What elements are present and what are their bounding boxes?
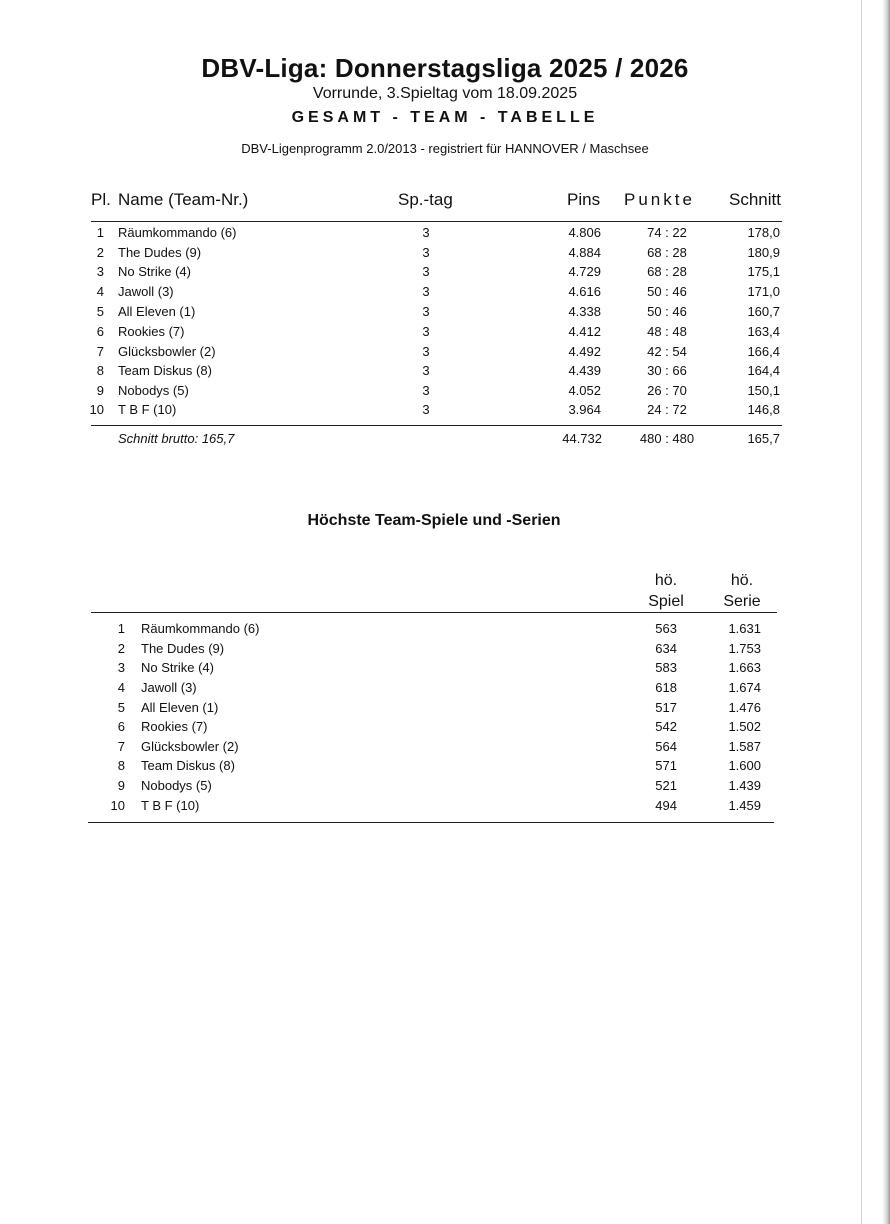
cell-punkte: 74 : 22 [647, 225, 687, 240]
cell-name: No Strike (4) [118, 264, 191, 279]
cell-punkte: 24 : 72 [647, 402, 687, 417]
cell-name: Rookies (7) [118, 324, 185, 339]
cell-schnitt: 171,0 [747, 284, 780, 299]
summary-schnitt: 165,7 [747, 431, 780, 446]
cell-serie: 1.459 [728, 798, 761, 813]
cell-pins: 4.439 [568, 363, 601, 378]
table-row [0, 363, 890, 383]
cell-pl: 5 [117, 700, 125, 715]
table-row [0, 225, 890, 245]
table-row [0, 324, 890, 344]
cell-pl: 10 [89, 402, 104, 417]
cell-name: Jawoll (3) [118, 284, 174, 299]
col-header-sp: Sp.-tag [398, 190, 453, 209]
table-row [0, 621, 890, 641]
cell-spiel: 517 [655, 700, 677, 715]
cell-spiel: 542 [655, 719, 677, 734]
cell-name: Glücksbowler (2) [141, 739, 239, 754]
col-header-pins: Pins [567, 190, 601, 209]
table-row [0, 680, 890, 700]
cell-pl: 8 [117, 758, 125, 773]
table-row [0, 700, 890, 720]
cell-serie: 1.663 [728, 660, 761, 675]
cell-pins: 4.412 [568, 324, 601, 339]
summary-rule [91, 425, 782, 426]
cell-schnitt: 163,4 [747, 324, 780, 339]
cell-pins: 3.964 [568, 402, 601, 417]
cell-serie: 1.587 [728, 739, 761, 754]
cell-pl: 5 [96, 304, 104, 319]
header-rule [91, 221, 782, 222]
cell-pl: 1 [117, 621, 125, 636]
col-header-spiel-line1: hö. [654, 572, 678, 589]
col-header-pl: Pl. [91, 190, 111, 209]
table-row [0, 304, 890, 324]
cell-name: T B F (10) [141, 798, 200, 813]
cell-serie: 1.476 [728, 700, 761, 715]
table-row [0, 344, 890, 364]
cell-spiel: 494 [655, 798, 677, 813]
cell-sp: 3 [422, 383, 430, 398]
cell-serie: 1.631 [728, 621, 761, 636]
cell-pl: 6 [117, 719, 125, 734]
highscore-title: Höchste Team-Spiele und -Serien [307, 512, 561, 529]
cell-schnitt: 146,8 [747, 402, 780, 417]
cell-pl: 9 [117, 778, 125, 793]
highscore-bottom-rule [88, 822, 774, 823]
cell-serie: 1.600 [728, 758, 761, 773]
col-header-serie [712, 570, 772, 612]
cell-name: Nobodys (5) [141, 778, 212, 793]
cell-name: Team Diskus (8) [141, 758, 235, 773]
cell-sp: 3 [422, 245, 430, 260]
cell-schnitt: 178,0 [747, 225, 780, 240]
cell-punkte: 50 : 46 [647, 284, 687, 299]
cell-punkte: 50 : 46 [647, 304, 687, 319]
cell-serie: 1.674 [728, 680, 761, 695]
cell-pins: 4.729 [568, 264, 601, 279]
page-edge-line [861, 0, 862, 1224]
cell-name: T B F (10) [118, 402, 177, 417]
cell-pl: 4 [117, 680, 125, 695]
table-row [0, 778, 890, 798]
cell-pins: 4.884 [568, 245, 601, 260]
document-subtitle: Vorrunde, 3.Spieltag vom 18.09.2025 [312, 85, 578, 102]
cell-pl: 1 [96, 225, 104, 240]
cell-name: Team Diskus (8) [118, 363, 212, 378]
program-note: DBV-Ligenprogramm 2.0/2013 - registriert für HANNOVER / Maschsee [241, 141, 649, 156]
cell-punkte: 68 : 28 [647, 245, 687, 260]
cell-schnitt: 164,4 [747, 363, 780, 378]
cell-spiel: 618 [655, 680, 677, 695]
summary-pins: 44.732 [562, 431, 602, 446]
table-row [0, 641, 890, 661]
table-row [0, 402, 890, 422]
table-row [0, 383, 890, 403]
cell-name: The Dudes (9) [118, 245, 202, 260]
cell-punkte: 68 : 28 [647, 264, 687, 279]
cell-pins: 4.492 [568, 344, 601, 359]
cell-pins: 4.616 [568, 284, 601, 299]
cell-sp: 3 [422, 225, 430, 240]
cell-pl: 2 [96, 245, 104, 260]
col-header-name: Name (Team-Nr.) [118, 190, 249, 209]
cell-name: All Eleven (1) [141, 700, 219, 715]
cell-schnitt: 166,4 [747, 344, 780, 359]
cell-name: The Dudes (9) [141, 641, 225, 656]
cell-sp: 3 [422, 264, 430, 279]
cell-sp: 3 [422, 363, 430, 378]
cell-serie: 1.439 [728, 778, 761, 793]
table-row [0, 660, 890, 680]
cell-spiel: 564 [655, 739, 677, 754]
col-header-schnitt: Schnitt [729, 190, 781, 209]
cell-sp: 3 [422, 344, 430, 359]
summary-punkte: 480 : 480 [639, 431, 695, 446]
section-title: GESAMT - TEAM - TABELLE [291, 109, 599, 126]
cell-serie: 1.753 [728, 641, 761, 656]
cell-pl: 2 [117, 641, 125, 656]
cell-serie: 1.502 [728, 719, 761, 734]
page-edge-shadow [882, 0, 890, 1224]
cell-name: Jawoll (3) [141, 680, 197, 695]
table-row [0, 284, 890, 304]
cell-pl: 9 [96, 383, 104, 398]
cell-name: Rookies (7) [141, 719, 208, 734]
cell-sp: 3 [422, 324, 430, 339]
cell-pl: 3 [96, 264, 104, 279]
cell-spiel: 634 [655, 641, 677, 656]
table-row [0, 758, 890, 778]
cell-pins: 4.052 [568, 383, 601, 398]
cell-name: Glücksbowler (2) [118, 344, 216, 359]
cell-punkte: 42 : 54 [647, 344, 687, 359]
cell-pl: 6 [96, 324, 104, 339]
cell-name: Nobodys (5) [118, 383, 189, 398]
cell-punkte: 48 : 48 [647, 324, 687, 339]
cell-pl: 10 [110, 798, 125, 813]
cell-sp: 3 [422, 304, 430, 319]
cell-schnitt: 160,7 [747, 304, 780, 319]
cell-sp: 3 [422, 284, 430, 299]
cell-punkte: 26 : 70 [647, 383, 687, 398]
table-row [0, 719, 890, 739]
cell-pins: 4.806 [568, 225, 601, 240]
cell-spiel: 571 [655, 758, 677, 773]
cell-pl: 7 [96, 344, 104, 359]
cell-name: Räumkommando (6) [141, 621, 260, 636]
col-header-serie-line2: Serie [723, 593, 761, 610]
summary-label: Schnitt brutto: 165,7 [118, 431, 235, 446]
cell-spiel: 563 [655, 621, 677, 636]
col-header-serie-line1: hö. [730, 572, 754, 589]
col-header-punkte: Punkte [624, 190, 695, 209]
cell-pl: 3 [117, 660, 125, 675]
document-title: DBV-Liga: Donnerstagsliga 2025 / 2026 [201, 53, 689, 83]
cell-schnitt: 180,9 [747, 245, 780, 260]
cell-spiel: 583 [655, 660, 677, 675]
table-row [0, 739, 890, 759]
cell-pl: 7 [117, 739, 125, 754]
highscore-header-rule [91, 612, 777, 613]
col-header-spiel-line2: Spiel [648, 593, 684, 610]
table-row [0, 264, 890, 284]
cell-name: All Eleven (1) [118, 304, 196, 319]
cell-schnitt: 150,1 [747, 383, 780, 398]
cell-pl: 4 [96, 284, 104, 299]
table-row [0, 798, 890, 818]
cell-pl: 8 [96, 363, 104, 378]
cell-schnitt: 175,1 [747, 264, 780, 279]
col-header-spiel [636, 570, 696, 612]
cell-punkte: 30 : 66 [647, 363, 687, 378]
table-row [0, 245, 890, 265]
cell-name: Räumkommando (6) [118, 225, 237, 240]
cell-spiel: 521 [655, 778, 677, 793]
cell-sp: 3 [422, 402, 430, 417]
cell-name: No Strike (4) [141, 660, 214, 675]
cell-pins: 4.338 [568, 304, 601, 319]
